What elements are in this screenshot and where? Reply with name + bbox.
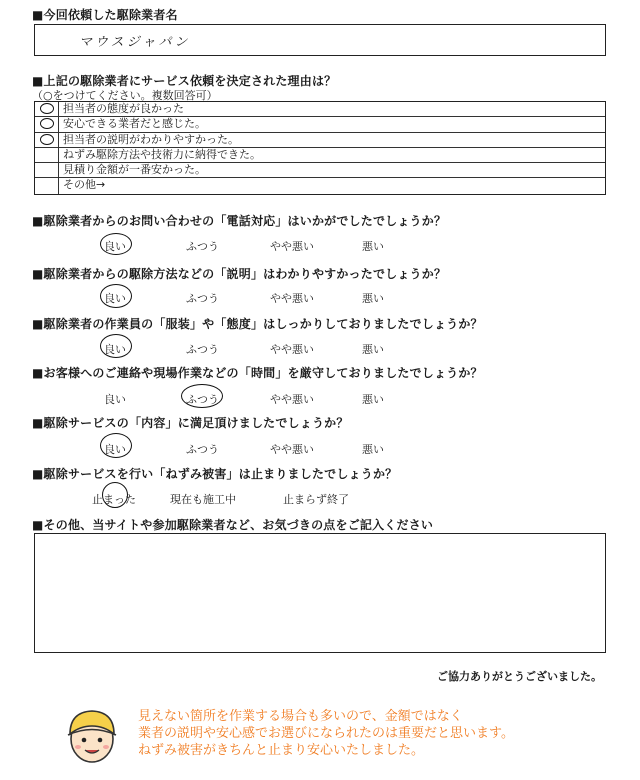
result-option-not-stopped[interactable]: 止まらず終了 bbox=[283, 493, 349, 506]
staff-comment bbox=[138, 708, 514, 759]
company-answer-box[interactable] bbox=[34, 24, 606, 56]
reason-row-5[interactable] bbox=[35, 163, 605, 178]
rating-5-option-bad[interactable]: 悪い bbox=[362, 443, 384, 456]
reason-row-4[interactable] bbox=[35, 148, 605, 163]
rating-3-option-normal[interactable]: ふつう bbox=[186, 343, 219, 356]
reason-row-2[interactable] bbox=[35, 117, 605, 132]
reasons-table bbox=[34, 101, 606, 195]
reason-mark-2[interactable] bbox=[35, 117, 59, 131]
reasons-question-title: ■上記の駆除業者にサービス依頼を決定された理由は？ bbox=[32, 74, 337, 88]
reason-label: ねずみ駆除方法や技術力に納得できた。 bbox=[63, 147, 261, 161]
result-option-stopped[interactable]: 止まった bbox=[92, 493, 136, 506]
rating-4-option-good[interactable]: 良い bbox=[104, 393, 126, 406]
staff-comment-line: 業者の説明や安心感でお選びになられたのは重要だと思います。 bbox=[138, 726, 514, 741]
reason-row-1[interactable] bbox=[35, 102, 605, 117]
rating-3-option-fairly-bad[interactable]: やや悪い bbox=[270, 343, 314, 356]
rating-1-option-good[interactable]: 良い bbox=[104, 240, 126, 253]
rating-4-option-fairly-bad[interactable]: やや悪い bbox=[270, 393, 314, 406]
reason-label: その他→ bbox=[63, 178, 106, 192]
rating-1-option-bad[interactable]: 悪い bbox=[362, 240, 384, 253]
selected-circle-mark bbox=[181, 384, 223, 408]
reason-mark-3[interactable] bbox=[35, 133, 59, 147]
rating-2-option-bad[interactable]: 悪い bbox=[362, 292, 384, 305]
rating-1-option-fairly-bad[interactable]: やや悪い bbox=[270, 240, 314, 253]
reason-row-3[interactable] bbox=[35, 133, 605, 148]
rating-question-4: ■お客様へのご連絡や現場作業などの「時間」を厳守しておりましたでしょうか？ bbox=[32, 366, 483, 380]
staff-comment-line: 見えない箇所を作業する場合も多いので、金額ではなく bbox=[138, 709, 463, 724]
reason-mark-1[interactable] bbox=[35, 102, 59, 116]
reason-label: 見積り金額が一番安かった。 bbox=[63, 163, 206, 177]
reason-label: 担当者の説明がわかりやすかった。 bbox=[63, 132, 239, 146]
result-question: ■駆除サービスを行い「ねずみ被害」は止まりましたでしょうか？ bbox=[32, 467, 398, 481]
rating-4-option-normal[interactable]: ふつう bbox=[186, 393, 219, 406]
reason-mark-5[interactable] bbox=[35, 163, 59, 177]
rating-5-option-good[interactable]: 良い bbox=[104, 443, 126, 456]
other-question-title: ■その他、当サイトや参加駆除業者など、お気づきの点をご記入ください bbox=[32, 518, 434, 532]
rating-1-option-normal[interactable]: ふつう bbox=[186, 240, 219, 253]
rating-5-option-fairly-bad[interactable]: やや悪い bbox=[270, 443, 314, 456]
rating-question-5: ■駆除サービスの「内容」に満足頂けましたでしょうか？ bbox=[32, 416, 349, 430]
company-answer: マウスジャパン bbox=[79, 35, 191, 50]
selected-circle-mark bbox=[100, 233, 132, 255]
reason-label: 安心できる業者だと感じた。 bbox=[63, 117, 206, 131]
reason-mark-6[interactable] bbox=[35, 178, 59, 193]
thanks-message: ご協力ありがとうございました。 bbox=[437, 670, 602, 683]
result-option-in-progress[interactable]: 現在も施工中 bbox=[170, 493, 236, 506]
checked-circle-mark bbox=[40, 103, 54, 114]
checked-circle-mark bbox=[40, 134, 54, 145]
staff-comment-line: ねずみ被害がきちんと止まり安心いたしました。 bbox=[138, 743, 425, 758]
staff-face-icon bbox=[62, 704, 122, 766]
selected-circle-mark bbox=[102, 482, 128, 508]
rating-2-option-normal[interactable]: ふつう bbox=[186, 292, 219, 305]
company-question-title: ■今回依頼した駆除業者名 bbox=[32, 8, 178, 22]
rating-5-option-normal[interactable]: ふつう bbox=[186, 443, 219, 456]
rating-question-2: ■駆除業者からの駆除方法などの「説明」はわかりやすかったでしょうか？ bbox=[32, 267, 447, 281]
checked-circle-mark bbox=[40, 118, 54, 129]
reason-row-6[interactable] bbox=[35, 178, 605, 193]
reason-label: 担当者の態度が良かった bbox=[63, 102, 184, 115]
rating-4-option-bad[interactable]: 悪い bbox=[362, 393, 384, 406]
rating-2-option-fairly-bad[interactable]: やや悪い bbox=[270, 292, 314, 305]
selected-circle-mark bbox=[100, 433, 132, 458]
rating-2-option-good[interactable]: 良い bbox=[104, 292, 126, 305]
selected-circle-mark bbox=[100, 334, 132, 358]
reason-mark-4[interactable] bbox=[35, 148, 59, 162]
rating-3-option-good[interactable]: 良い bbox=[104, 343, 126, 356]
rating-question-3: ■駆除業者の作業員の「服装」や「態度」はしっかりしておりましたでしょうか？ bbox=[32, 317, 483, 331]
rating-question-1: ■駆除業者からのお問い合わせの「電話対応」はいかがでしたでしょうか？ bbox=[32, 214, 447, 228]
other-answer-box[interactable] bbox=[34, 533, 606, 653]
selected-circle-mark bbox=[100, 284, 132, 308]
reasons-question-subtitle: （○をつけてください。複数回答可） bbox=[32, 89, 218, 102]
rating-3-option-bad[interactable]: 悪い bbox=[362, 343, 384, 356]
